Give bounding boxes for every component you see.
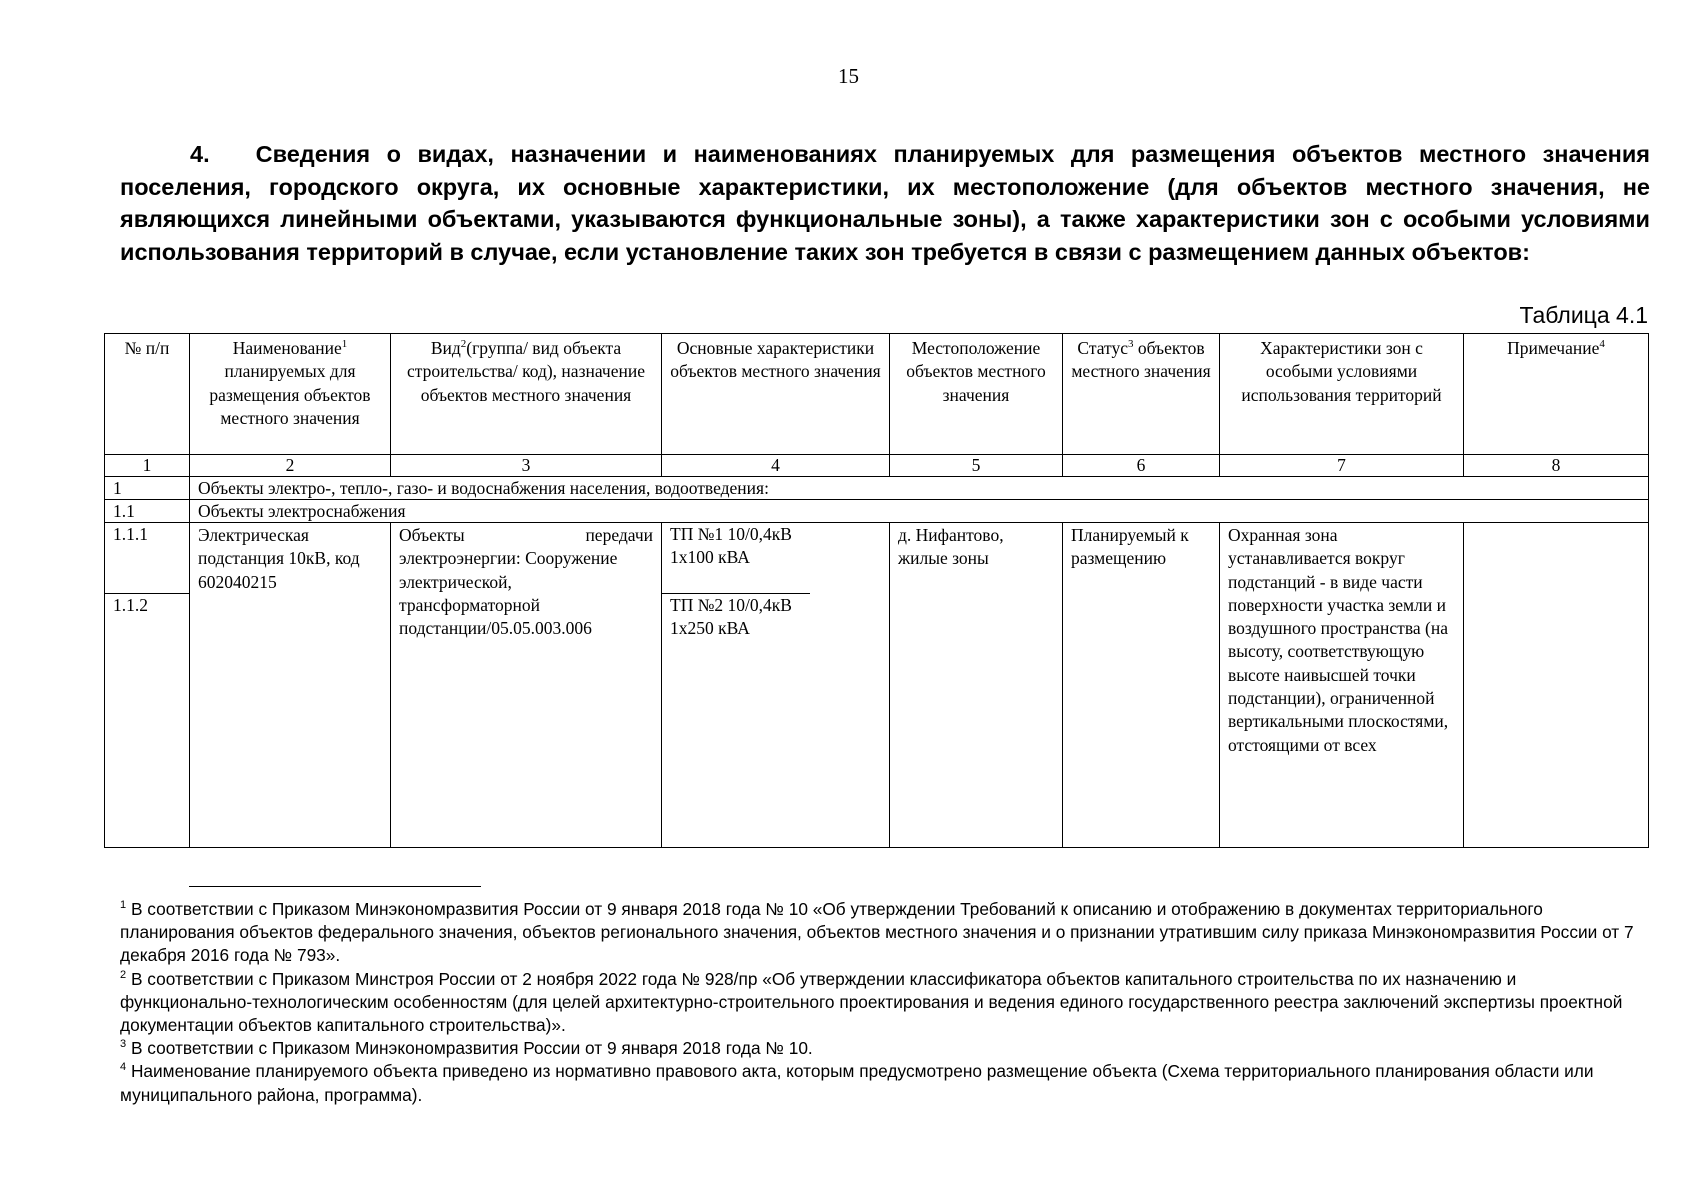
subsection-num: 1.1 [105,500,190,523]
table-caption: Таблица 4.1 [1519,302,1648,328]
footnote-ref: 3 [1127,338,1134,351]
footnote: $^4$ Наименование планируемого объекта приведено из нормативно правового акта, которым предусмотрено размещение объекта (Схема территориального планирования области или муниципального района, программа). [120,1061,1594,1105]
section-heading [120,138,1650,268]
subsection-row [105,500,1649,523]
header-cell: Местоположение объектов местного значения [890,334,1063,455]
object-note [1464,523,1649,848]
header-cell: Статус$^3$ объектов местного значения [1063,334,1220,455]
table-header-row [105,334,1649,455]
object-name: Электрическая подстанция 10кВ, код 602040215 [190,523,391,848]
column-number: 3 [391,455,662,477]
footnote-ref: 1 [341,338,348,351]
column-number: 8 [1464,455,1649,477]
characteristic-item: ТП №2 10/0,4кВ 1х250 кВА [670,595,792,639]
header-cell: Наименование$^1$ планируемых для размещения объектов местного значения [190,334,391,455]
column-number: 1 [105,455,190,477]
object-status: Планируемый к размещению [1063,523,1220,848]
row-number: 1.1.1 [105,523,189,594]
section-num: 1 [105,477,190,500]
header-cell: Характеристики зон с особыми условиями использования территорий [1220,334,1464,455]
footnote-divider [189,886,481,887]
object-type: Объекты передачи электроэнергии: Сооружение электрической, трансформаторной подстанции/05.05.003.006 [391,523,662,848]
header-cell: Примечание$^4$ [1464,334,1649,455]
table-row [105,523,1649,848]
column-number: 4 [662,455,890,477]
column-number: 2 [190,455,391,477]
footnote: $^3$ В соответствии с Приказом Минэкономразвития России от 9 января 2018 года № 10. [120,1038,813,1059]
section-number: 4. [190,141,210,167]
footnote: $^1$ В соответствии с Приказом Минэкономразвития России от 9 января 2018 года № 10 «Об утверждении Требований к описанию и отображению в документах территориального планирования объектов федерального значения, объектов регионального значения, объектов местного значения и о признании утратившим силу приказа Минэкономразвития России от 7 декабря 2016 года № 793». [120,899,1634,966]
column-number: 7 [1220,455,1464,477]
footnote-ref: 4 [1599,338,1605,351]
section-title: Объекты электро-, тепло-, газо- и водоснабжения населения, водоотведения: [190,477,1649,500]
subsection-title: Объекты электроснабжения [190,500,1649,523]
footnotes [120,898,1650,1107]
footnote-ref: 2 [460,338,467,351]
page-number: 15 [838,64,859,88]
object-characteristics [662,523,890,848]
header-cell: Основные характеристики объектов местного значения [662,334,890,455]
column-number-row [105,455,1649,477]
zone-characteristics: Охранная зона устанавливается вокруг подстанций - в виде части поверхности участка земли и воздушного пространства (на высоту, соответствующую высоте наивысшей точки подстанции), ограниченной вертикальными плоскостями, отстоящими от всех [1220,523,1464,848]
objects-table [104,333,1649,848]
row-number: 1.1.2 [113,595,148,615]
object-location: д. Нифантово, жилые зоны [890,523,1063,848]
row-number-cell [105,523,190,848]
characteristic-item: ТП №1 10/0,4кВ 1х100 кВА [662,523,810,594]
footnote: $^2$ В соответствии с Приказом Минстроя России от 2 ноября 2022 года № 928/пр «Об утверждении классификатора объектов капитального строительства по их назначению и функционально-технологическим особенностям (для целей архитектурно-строительного проектирования и ведения единого государственного реестра заключений экспертизы проектной документации объектов капитального строительства)». [120,968,1623,1036]
section-row [105,477,1649,500]
column-number: 6 [1063,455,1220,477]
header-cell: Вид$^2$(группа/ вид объекта строительства/ код), назначение объектов местного значения [391,334,662,455]
column-number: 5 [890,455,1063,477]
section-title: Сведения о видах, назначении и наименованиях планируемых для размещения объектов местного значения поселения, городского округа, их основные характеристики, их местоположение (для объектов местного значения, не являющихся линейными объектами, указываются функциональные зоны), а также характеристики зон с особыми условиями использования территорий в случае, если установление таких зон требуется в связи с размещением данных объектов: [120,141,1650,265]
header-cell: № п/п [105,334,190,455]
